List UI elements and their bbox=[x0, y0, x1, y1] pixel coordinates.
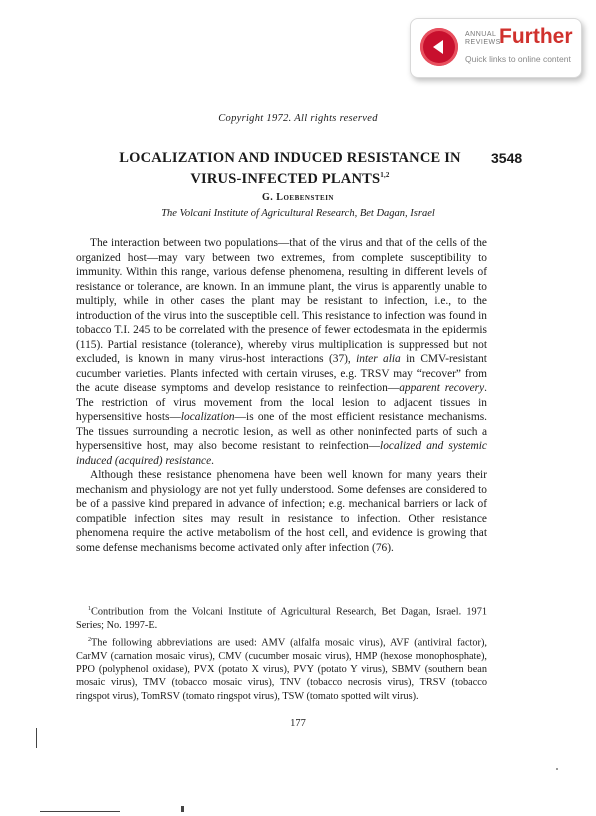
footnote-1: $^1$Contribution from the Volcani Institute of Agricultural Research, Bet Dagan, Israel. 1971 Series; No. 1997-E. bbox=[76, 606, 487, 631]
further-tagline: Quick links to online content bbox=[465, 54, 571, 64]
title-footnote-marks: 1,2 bbox=[380, 171, 390, 179]
footnotes bbox=[76, 603, 487, 705]
scan-speck bbox=[181, 806, 184, 812]
title-line-1: LOCALIZATION AND INDUCED RESISTANCE IN bbox=[119, 150, 461, 166]
scan-mark-left bbox=[36, 728, 37, 748]
scan-speck-right bbox=[556, 768, 558, 770]
further-label: Further bbox=[499, 25, 573, 48]
article-title bbox=[60, 150, 523, 188]
footnote-2: $^2$The following abbreviations are used: AMV (alfalfa mosaic virus), AVF (antiviral factor), CarMV (carnation mosaic virus), CMV (cucumber mosaic virus), HMP (hexose monophosphate), PPO (polyphenol oxidase), PVX (potato X virus), PVY (potato Y virus), SBMV (southern bean mosaic virus), TMV (tobacco mosaic virus), TNV (tobacco necrosis virus), TRSV (tobacco ringspot virus), TomRSV (tomato ringspot virus), TSW (tomato spotted wilt virus). bbox=[76, 637, 487, 702]
article-body bbox=[76, 236, 487, 555]
page-code: 3548 bbox=[491, 150, 523, 166]
copyright-line: Copyright 1972. All rights reserved bbox=[218, 113, 378, 124]
annual-reviews-further-badge[interactable] bbox=[410, 18, 582, 78]
paragraph-1: The interaction between two populations—that of the virus and that of the cells of the organized host—may vary between two extremes, from complete susceptibility to immunity. Within this range, various defense phenomena, resulting in different levels of resistance or tolerance, are known. In an immune plant, the virus is apparently unable to multiply, while in other cases the plant may be resistant to infection, i.e., to the introduction of the virus into the susceptible cell. This resistance to infection was found in tobacco T.I. 245 to be correlated with the presence of fewer ectodesmata in the epidermis (115). Partial resistance (tolerance), whereby virus multiplication is suppressed but not excluded, is known in many virus-host interactions (37), inter alia in CMV-resistant cucumber varieties. Plants infected with certain viruses, e.g. TRSV may “recover” from the acute disease symptoms and develop resistance to reinfection—apparent recovery. The restriction of virus movement from the local lesion to adjacent tissues in hypersensitive hosts—localization—is one of the most efficient resistance mechanisms. The tissues surrounding a necrotic lesion, as well as other noninfected parts of such a hypersensitive host, may also become resistant to reinfection—localized and systemic induced (acquired) resistance. bbox=[76, 237, 487, 467]
author-name: G. Loebenstein bbox=[262, 192, 334, 203]
annual-reviews-logo-text: ANNUAL REVIEWS bbox=[465, 31, 501, 46]
paragraph-2: Although these resistance phenomena have been well known for many years their mechanism and physiology are not yet fully understood. Some defenses are considered to be of a passive kind prepared in advance of infection; e.g. mechanical barriers or lack of compatible infection sites may result in resistance to infection. Other resistance phenomena require the active metabolism of the host cell, and evidence is growing that some defense mechanisms become activated only after infection (76). bbox=[76, 469, 487, 554]
author-affiliation: The Volcani Institute of Agricultural Research, Bet Dagan, Israel bbox=[161, 208, 435, 219]
page-number: 177 bbox=[290, 718, 306, 729]
scan-mark-bottom bbox=[40, 811, 120, 812]
title-line-2: VIRUS-INFECTED PLANTS bbox=[190, 170, 381, 187]
back-arrow-icon bbox=[420, 28, 458, 66]
